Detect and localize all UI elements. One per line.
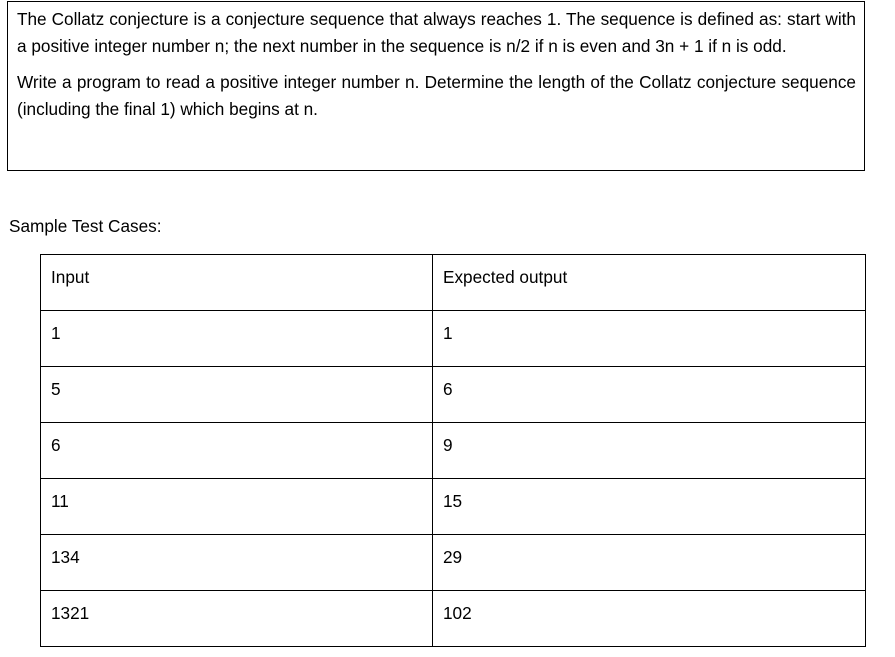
table-row — [41, 367, 866, 423]
table-row — [41, 591, 866, 647]
problem-paragraph-definition: The Collatz conjecture is a conjecture sequence that always reaches 1. The sequence is defined as: start with a positive integer number n; the next number in the sequence is n/2 if n is even and 3n + 1 if n is odd. — [17, 9, 856, 56]
input-cell: 11 — [41, 479, 433, 535]
problem-paragraph-task: Write a program to read a positive integer number n. Determine the length of the Collatz conjecture sequence (including the final 1) which begins at n. — [17, 72, 856, 119]
input-cell: 1 — [41, 311, 433, 367]
input-cell: 1321 — [41, 591, 433, 647]
input-column-header: Input — [41, 255, 433, 311]
expected-output-column-header: Expected output — [433, 255, 866, 311]
expected-output-cell: 1 — [433, 311, 866, 367]
problem-statement-box — [7, 1, 865, 171]
input-cell: 134 — [41, 535, 433, 591]
table-row — [41, 535, 866, 591]
expected-output-cell: 102 — [433, 591, 866, 647]
input-cell: 6 — [41, 423, 433, 479]
sample-test-cases-table — [40, 254, 866, 647]
table-row — [41, 479, 866, 535]
table-row — [41, 423, 866, 479]
expected-output-cell: 6 — [433, 367, 866, 423]
table-row — [41, 311, 866, 367]
input-cell: 5 — [41, 367, 433, 423]
expected-output-cell: 29 — [433, 535, 866, 591]
expected-output-cell: 15 — [433, 479, 866, 535]
table-header-row — [41, 255, 866, 311]
sample-test-cases-heading: Sample Test Cases: — [9, 216, 162, 236]
expected-output-cell: 9 — [433, 423, 866, 479]
